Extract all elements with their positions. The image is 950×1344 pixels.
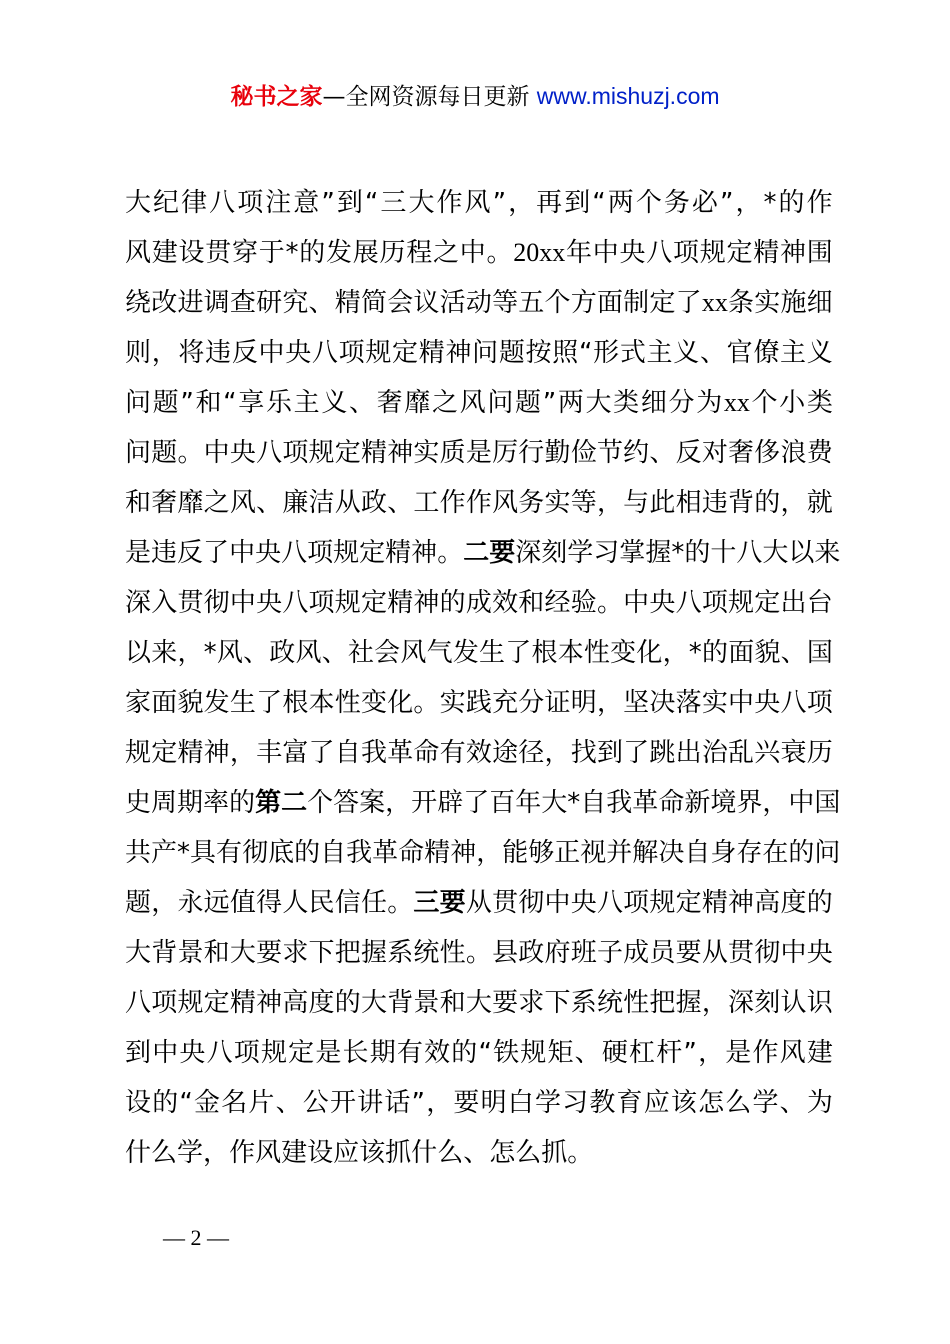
- text-line: 则 ， 将 违 反 中 央 八 项 规 定 精 神 问 题 按 照 “ 形 式 主 义 、 官 僚 主 义: [125, 338, 833, 368]
- text-line: 是 违 反 了 中 央 八 项 规 定 精 神 。 二 要 深 刻 学 习 掌 握 * 的 十 八 大 以 来: [125, 538, 841, 568]
- site-url[interactable]: www.mishuzj.com: [536, 83, 720, 109]
- text-line: 题 ， 永 远 值 得 人 民 信 任 。 三 要 从 贯 彻 中 央 八 项 规 定 精 神 高 度 的: [125, 888, 833, 918]
- text-line: 史 周 期 率 的 第 二 个 答 案 ， 开 辟 了 百 年 大 * 自 我 革 命 新 境 界 ， 中 国: [125, 788, 841, 818]
- text-line: 大 纪 律 八 项 注 意 ” 到 “ 三 大 作 风 ” ， 再 到 “ 两 个 务 必 ” ， * 的 作: [125, 188, 833, 218]
- text-line: 问 题 。 中 央 八 项 规 定 精 神 实 质 是 厉 行 勤 俭 节 约 、 反 对 奢 侈 浪 费: [125, 438, 833, 468]
- text-line: 以 来 ， * 风 、 政 风 、 社 会 风 气 发 生 了 根 本 性 变 化 ， * 的 面 貌 、 国: [125, 638, 833, 668]
- text-line: 什 么 学 ， 作 风 建 设 应 该 抓 什 么 、 怎 么 抓 。: [125, 1138, 594, 1168]
- text-line: 深 入 贯 彻 中 央 八 项 规 定 精 神 的 成 效 和 经 验 。 中 央 八 项 规 定 出 台: [125, 588, 833, 618]
- text-line: 设 的 “ 金 名 片 、 公 开 讲 话 ” ， 要 明 白 学 习 教 育 应 该 怎 么 学 、 为: [125, 1088, 833, 1118]
- text-line: 规 定 精 神 ， 丰 富 了 自 我 革 命 有 效 途 径 ， 找 到 了 跳 出 治 乱 兴 衰 历: [125, 738, 833, 768]
- text-line: 到 中 央 八 项 规 定 是 长 期 有 效 的 “ 铁 规 矩 、 硬 杠 杆 ” ， 是 作 风 建: [125, 1038, 833, 1068]
- document-body: [125, 178, 841, 1178]
- text-line: 风 建 设 贯 穿 于 * 的 发 展 历 程 之 中 。 20xx 年 中 央 八 项 规 定 精 神 围: [125, 238, 833, 268]
- page-number: — 2 —: [163, 1225, 229, 1250]
- text-line: 问 题 ” 和 “ 享 乐 主 义 、 奢 靡 之 风 问 题 ” 两 大 类 细 分 为 xx 个 小 类: [125, 388, 833, 418]
- site-tagline: —全网资源每日更新: [322, 84, 530, 110]
- text-line: 和 奢 靡 之 风 、 廉 洁 从 政 、 工 作 作 风 务 实 等 ， 与 此 相 违 背 的 ， 就: [125, 488, 833, 518]
- text-line: 八 项 规 定 精 神 高 度 的 大 背 景 和 大 要 求 下 系 统 性 把 握 ， 深 刻 认 识: [125, 988, 833, 1018]
- text-line: 家 面 貌 发 生 了 根 本 性 变 化 。 实 践 充 分 证 明 ， 坚 决 落 实 中 央 八 项: [125, 688, 833, 718]
- text-line: 共 产 * 具 有 彻 底 的 自 我 革 命 精 神 ， 能 够 正 视 并 解 决 自 身 存 在 的 问: [125, 838, 841, 868]
- text-line: 大 背 景 和 大 要 求 下 把 握 系 统 性 。 县 政 府 班 子 成 员 要 从 贯 彻 中 央: [125, 938, 833, 968]
- site-header: [0, 78, 950, 115]
- text-line: 绕 改 进 调 查 研 究 、 精 简 会 议 活 动 等 五 个 方 面 制 定 了 xx 条 实 施 细: [125, 288, 833, 318]
- site-brand: 秘书之家: [230, 84, 323, 110]
